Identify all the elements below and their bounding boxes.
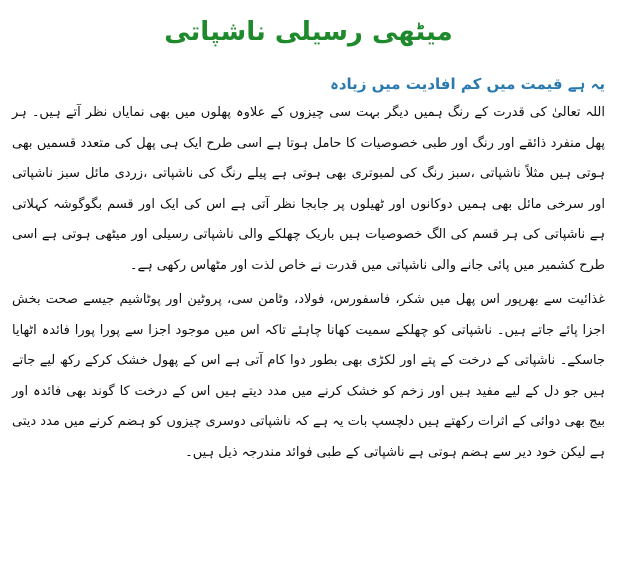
article-title: میٹھی رسیلی ناشپاتی xyxy=(164,17,453,47)
article-paragraph-1: اللہ تعالیٰ کی قدرت کے رنگ ہمیں دیگر بہت سی چیزوں کے علاوہ پھلوں میں بھی نمایاں نظر آتے ہیں۔ ہر پھل منفرد ذائقے اور رنگ اور طبی خصوصیات کا حامل ہوتا ہے اسی طرح ایک ہی پھل کی متعدد قسمیں بھی ہوتی ہیں مثلاً ناشپاتی ،سبز رنگ کی لمبوتری بھی ہوتی ہے پیلے رنگ کی ناشپاتی ،زردی مائل سبز ناشپاتی اور سرخی مائل بھی ہمیں دوکانوں اور ٹھیلوں پر جابجا نظر آتی ہے اس کی ایک اور قسم بگوگوشہ کہلاتی ہے ناشپاتی کی ہر قسم کی الگ خصوصیات ہیں باریک چھلکے والی ناشپاتی رسیلی اور میٹھی ہوتی ہے اسی طرح کشمیر میں پائی جانے والی ناشپاتی میں قدرت نے خاص لذت اور مٹھاس رکھی ہے۔ xyxy=(12,105,605,273)
article-subtitle: یہ ہے قیمت میں کم افادیت میں زیادہ xyxy=(330,75,605,93)
article-paragraph-2: غذائیت سے بھرپور اس پھل میں شکر، فاسفورس، فولاد، وٹامن سی، پروٹین اور پوٹاشیم جیسے صحت بخش اجزا پائے جاتے ہیں۔ ناشپاتی کو چھلکے سمیت کھانا چاہئے تاکہ اس میں موجود اجزا سے پورا پورا فائدہ اٹھایا جاسکے۔ ناشپاتی کے درخت کے پتے اور لکڑی بھی بطور دوا کام آتی ہے اس کے پھول خشک کرکے رکھ لیے جاتے ہیں جو دل کے لیے مفید ہیں اور زخم کو خشک کرنے میں مدد دیتے ہیں اس کے درخت کا گوند بھی فائدہ اور بیج بھی دوائی کے اثرات رکھتے ہیں دلچسپ بات یہ ہے کہ ناشپاتی دوسری چیزوں کو ہضم کرنے میں مدد دیتی ہے لیکن خود دیر سے ہضم ہوتی ہے ناشپاتی کے طبی فوائد مندرجہ ذیل ہیں۔ xyxy=(12,292,605,460)
